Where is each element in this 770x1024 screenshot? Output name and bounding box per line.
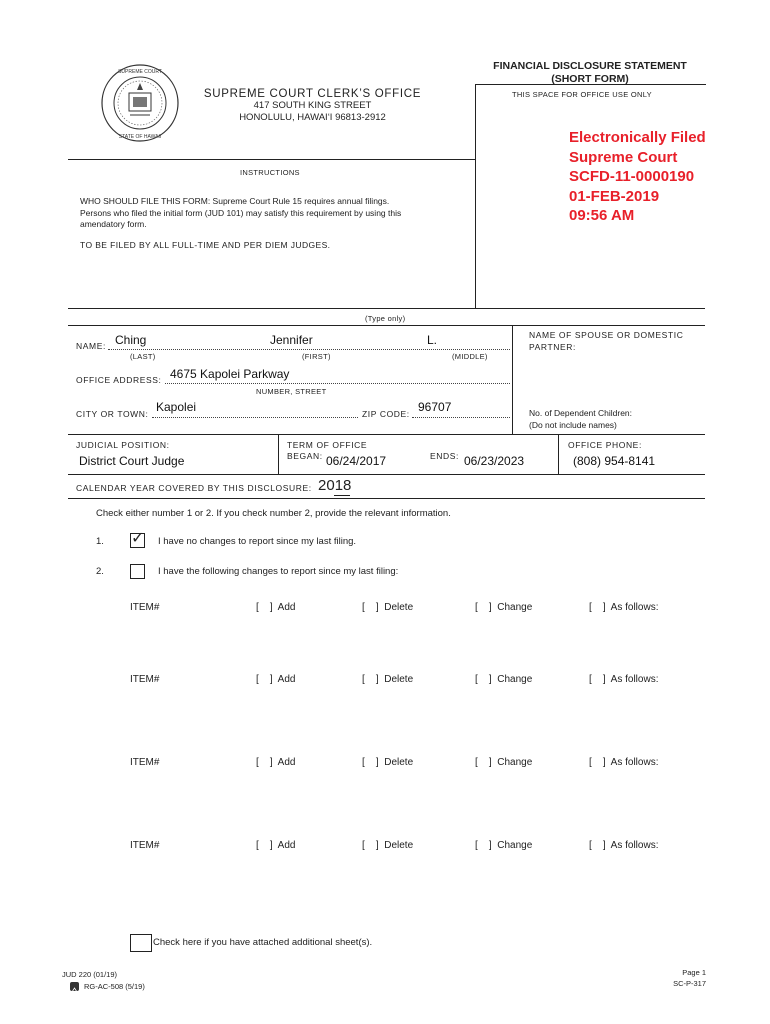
phone-label: OFFICE PHONE: <box>568 440 642 450</box>
instructions-line1: WHO SHOULD FILE THIS FORM: Supreme Court Rule 15 requires annual filings. <box>80 196 390 206</box>
attached-checkbox[interactable] <box>130 934 152 952</box>
svg-text:STATE OF HAWAII: STATE OF HAWAII <box>118 134 162 140</box>
middle-label: (MIDDLE) <box>452 352 488 361</box>
began-field[interactable]: 06/24/2017 <box>326 454 387 468</box>
as-follows-option[interactable]: [ ] As follows: <box>589 602 659 613</box>
position-col-divider <box>278 434 279 474</box>
calendar-year <box>318 477 351 494</box>
stamp-line5: 09:56 AM <box>569 207 635 224</box>
delete-option[interactable]: [ ] Delete <box>362 674 414 685</box>
add-option[interactable]: [ ] Add <box>256 840 296 851</box>
change-option[interactable]: [ ] Change <box>475 674 533 685</box>
office-address-line <box>165 383 510 384</box>
type-only-label: (Type only) <box>365 314 406 323</box>
stamp-line2: Supreme Court <box>569 148 678 166</box>
office-address-label: OFFICE ADDRESS: <box>76 375 162 385</box>
name-last-field[interactable]: Ching <box>115 333 147 347</box>
term-label: TERM OF OFFICE <box>287 440 368 450</box>
option1-checkbox[interactable] <box>130 530 145 548</box>
number-street-label: NUMBER, STREET <box>256 387 327 396</box>
name-middle-field[interactable]: L. <box>427 333 438 347</box>
zip-line <box>412 417 510 418</box>
year-prefix: 20 <box>318 477 335 494</box>
dependents-label <box>529 408 632 431</box>
instructions-heading: INSTRUCTIONS <box>240 168 300 177</box>
office-address-field[interactable]: 4675 Kapolei Parkway <box>170 367 290 381</box>
stamp-line1: Electronically Filed <box>569 129 706 146</box>
section-divider-top <box>68 308 705 309</box>
form-title <box>470 60 710 86</box>
option2-checkbox[interactable] <box>130 564 145 579</box>
attached-label: Check here if you have attached additional sheet(s). <box>153 937 373 948</box>
add-option[interactable]: [ ] Add <box>256 757 296 768</box>
spouse-label <box>529 330 683 353</box>
change-option[interactable]: [ ] Change <box>475 840 533 851</box>
item-label: ITEM# <box>130 757 160 768</box>
page-number: Page 1 <box>682 968 706 977</box>
instructions-para2: TO BE FILED BY ALL FULL-TIME AND PER DIEM JUDGES. <box>80 240 331 250</box>
as-follows-option[interactable]: [ ] As follows: <box>589 674 659 685</box>
item-label: ITEM# <box>130 840 160 851</box>
position-label: JUDICIAL POSITION: <box>76 440 170 450</box>
recycle-icon <box>70 982 79 991</box>
option1-text: I have no changes to report since my last filing. <box>158 536 357 547</box>
city-label: CITY OR TOWN: <box>76 409 149 419</box>
add-option[interactable]: [ ] Add <box>256 674 296 685</box>
option2-number: 2. <box>96 566 104 577</box>
delete-option[interactable]: [ ] Delete <box>362 840 414 851</box>
clerk-office: SUPREME COURT CLERK’S OFFICE <box>203 88 422 100</box>
instructions-para1 <box>80 196 401 231</box>
city-field[interactable]: Kapolei <box>156 400 197 414</box>
office-only-label: THIS SPACE FOR OFFICE USE ONLY <box>512 90 652 99</box>
change-option[interactable]: [ ] Change <box>475 757 533 768</box>
city-line <box>152 417 358 418</box>
year-underline <box>334 495 350 496</box>
position-divider <box>68 434 705 435</box>
svg-text:SUPREME COURT: SUPREME COURT <box>118 69 162 75</box>
as-follows-option[interactable]: [ ] As follows: <box>589 757 659 768</box>
year-suffix-field[interactable]: 18 <box>334 477 352 494</box>
delete-option[interactable]: [ ] Delete <box>362 602 414 613</box>
item-label: ITEM# <box>130 674 160 685</box>
dependents-line1: No. of Dependent Children: <box>529 408 633 418</box>
position-field[interactable]: District Court Judge <box>79 454 185 468</box>
phone-field[interactable]: (808) 954-8141 <box>573 454 656 468</box>
ends-label: ENDS: <box>430 451 459 461</box>
name-label: NAME: <box>76 341 106 351</box>
zip-field[interactable]: 96707 <box>418 400 452 414</box>
option1-number: 1. <box>96 536 104 547</box>
calendar-label: CALENDAR YEAR COVERED BY THIS DISCLOSURE: <box>76 483 312 493</box>
spouse-label-line1: NAME OF SPOUSE OR DOMESTIC <box>529 330 684 340</box>
as-follows-option[interactable]: [ ] As follows: <box>589 840 659 851</box>
form-number: JUD 220 (01/19) <box>62 970 118 979</box>
option2-text: I have the following changes to report since my last filing: <box>158 566 399 577</box>
stamp-line4: 01-FEB-2019 <box>569 187 660 205</box>
calendar-divider <box>68 498 705 499</box>
position-bottom-divider <box>68 474 705 475</box>
delete-option[interactable]: [ ] Delete <box>362 757 414 768</box>
spouse-divider <box>512 325 513 434</box>
last-label: (LAST) <box>130 352 156 361</box>
instructions-divider <box>68 159 475 160</box>
form-title-line2: (SHORT FORM) <box>551 73 629 85</box>
spouse-label-line2: PARTNER: <box>529 341 576 352</box>
clerk-address1: 417 SOUTH KING STREET <box>253 100 372 111</box>
dependents-line2: (Do not include names) <box>529 419 617 430</box>
section-divider-2 <box>68 325 705 326</box>
name-first-field[interactable]: Jennifer <box>270 333 313 347</box>
phone-col-divider <box>558 434 559 474</box>
began-label: BEGAN: <box>287 451 323 461</box>
name-line <box>108 349 510 350</box>
instructions-line3: amendatory form. <box>80 219 147 229</box>
form-title-line1: FINANCIAL DISCLOSURE STATEMENT <box>493 60 687 72</box>
change-option[interactable]: [ ] Change <box>475 602 533 613</box>
instructions-line2: Persons who filed the initial form (JUD 101) may satisfy this requirement by using this <box>80 207 402 218</box>
checkmark-icon: ✓ <box>131 530 145 547</box>
check-instruction: Check either number 1 or 2. If you check number 2, provide the relevant information. <box>96 508 451 519</box>
sc-number: SC-P-317 <box>673 979 706 988</box>
item-label: ITEM# <box>130 602 160 613</box>
clerk-address2: HONOLULU, HAWAI‘I 96813-2912 <box>239 112 386 123</box>
ends-field[interactable]: 06/23/2023 <box>464 454 525 468</box>
stamp-line3: SCFD-11-0000190 <box>569 168 695 185</box>
zip-label: ZIP CODE: <box>362 409 410 419</box>
rg-number: RG-AC-508 (5/19) <box>84 982 145 991</box>
first-label: (FIRST) <box>302 352 331 361</box>
add-option[interactable]: [ ] Add <box>256 602 296 613</box>
efile-stamp <box>569 128 706 226</box>
court-seal-icon <box>100 63 180 143</box>
